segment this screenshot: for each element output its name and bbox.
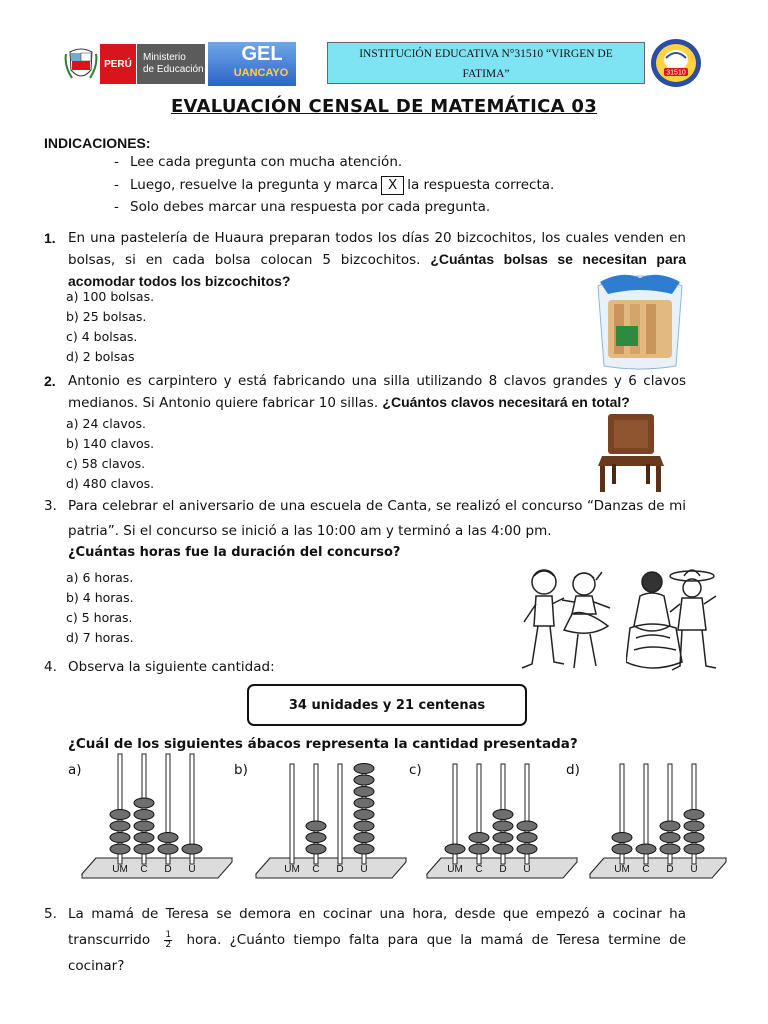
gel-line1: GEL: [241, 43, 283, 65]
abacus-a-bead-UM: [110, 844, 130, 854]
abacus-d-bead-UM: [612, 844, 632, 854]
q3-option-b[interactable]: b) 4 horas.: [66, 590, 134, 605]
question-1-text: En una pastelería de Huaura preparan todos los días 20 bizcochitos, los cuales venden en bolsas, si en cada bolsa colocan 5 bizcochitos.: [68, 230, 686, 268]
abacus-d-bead-D: [660, 844, 680, 854]
abacus-b-bead-U: [354, 764, 374, 774]
abacus-a-bead-U: [182, 844, 202, 854]
question-5-text-after: hora. ¿Cuánto tiempo falta para que la mamá de Teresa termine de cocinar?: [68, 932, 687, 974]
q1-option-d[interactable]: d) 2 bolsas: [66, 349, 135, 364]
ministry-line2: de Educación: [143, 64, 204, 75]
abacus-c-bead-U: [517, 821, 537, 831]
abacus-c-rod-label-UM: UM: [447, 864, 463, 875]
abacus-a-label[interactable]: a): [68, 762, 82, 778]
fraction-numerator: 1: [165, 929, 172, 940]
abacus-c-bead-D: [493, 844, 513, 854]
abacus-b-bead-U: [354, 844, 374, 854]
institution-box: [327, 42, 645, 84]
question-2-number: 2.: [44, 373, 56, 389]
q2-option-d[interactable]: d) 480 clavos.: [66, 476, 155, 491]
abacus-c-rod-label-D: D: [499, 864, 507, 875]
q2-option-a[interactable]: a) 24 clavos.: [66, 416, 146, 431]
quantity-box: [247, 684, 527, 726]
peru-coat-of-arms-icon: [64, 44, 98, 84]
ministry-line1: Ministerio: [143, 52, 186, 63]
abacus-d-label[interactable]: d): [566, 762, 580, 778]
question-1-options: [66, 287, 154, 367]
gel-line2: UANCAYO: [233, 67, 289, 79]
question-4-prompt: ¿Cuál de los siguientes ábacos representa la cantidad presentada?: [68, 736, 578, 752]
abacus-a-bead-D: [158, 833, 178, 843]
abacus-d-bead-C: [636, 844, 656, 854]
abacus-d-rod-label-UM: UM: [614, 864, 630, 875]
abacus-d-bead-D: [660, 833, 680, 843]
bread-bag-image: [592, 268, 688, 370]
abacus-b-bead-U: [354, 775, 374, 785]
abacus-a-bead-UM: [110, 810, 130, 820]
abacus-c-bead-D: [493, 810, 513, 820]
abacus-a-bead-C: [134, 844, 154, 854]
peru-label: PERÚ: [104, 58, 132, 70]
abacus-b-rod-label-UM: UM: [284, 864, 300, 875]
abacus-d-rod-label-U: U: [690, 864, 698, 875]
indication-2-before: Luego, resuelve la pregunta y marca: [130, 177, 378, 193]
question-3-number: 3.: [44, 498, 57, 514]
abacus-b-rod-label-D: D: [336, 864, 344, 875]
institution-line1: INSTITUCIÓN EDUCATIVA N°31510 “VIRGEN DE: [359, 48, 613, 60]
indications-heading: INDICACIONES:: [44, 135, 151, 151]
abacus-c-label[interactable]: c): [409, 762, 422, 778]
abacus-c-bead-C: [469, 833, 489, 843]
abacus-b-rod-UM: [290, 764, 294, 864]
question-2-text: Antonio es carpintero y está fabricando una silla utilizando 8 clavos grandes y 6 clavos medianos. Si Antonio quiere fabricar 10 sillas.: [68, 373, 686, 411]
abacus-a-bead-C: [134, 821, 154, 831]
question-1: [44, 228, 686, 293]
abacus-c-bead-U: [517, 844, 537, 854]
abacus-c-bead-UM: [445, 844, 465, 854]
abacus-d-base-side: [590, 858, 726, 878]
abacus-b-bead-U: [354, 798, 374, 808]
seal-text: 31510: [666, 69, 686, 77]
question-3-prompt: ¿Cuántas horas fue la duración del concurso?: [68, 545, 401, 560]
question-1-number: 1.: [44, 230, 56, 246]
q2-option-c[interactable]: c) 58 clavos.: [66, 456, 146, 471]
peru-logo: [100, 44, 136, 84]
q2-option-b[interactable]: b) 140 clavos.: [66, 436, 155, 451]
chair-image: [594, 412, 670, 494]
ministry-logo: [137, 44, 205, 84]
abacus-a-rod-label-C: C: [140, 864, 148, 875]
q1-option-c[interactable]: c) 4 bolsas.: [66, 329, 138, 344]
abacus-a-bead-D: [158, 844, 178, 854]
q3-option-d[interactable]: d) 7 horas.: [66, 630, 134, 645]
question-3-options: [66, 568, 134, 648]
page-title-text: EVALUACIÓN CENSAL DE MATEMÁTICA 03: [170, 96, 598, 117]
indication-1: - Lee cada pregunta con mucha atención.: [114, 154, 403, 170]
question-5: [44, 901, 686, 979]
abacus-d-rod-label-C: C: [642, 864, 650, 875]
abacus-c-bead-D: [493, 833, 513, 843]
abacus-b-base-side: [256, 858, 406, 878]
question-5-number: 5.: [44, 906, 57, 922]
institution-line2: FATIMA”: [462, 68, 510, 80]
abacus-a-bead-C: [134, 810, 154, 820]
abacus-b-rod-D: [338, 764, 342, 864]
abacus-b-bead-U: [354, 833, 374, 843]
abacus-c-bead-U: [517, 833, 537, 843]
abacus-b-bead-U: [354, 787, 374, 797]
abacus-b-bead-C: [306, 833, 326, 843]
question-3-text: Para celebrar el aniversario de una escuela de Canta, se realizó el concurso “Danzas de mi patria”. Si el concurso se inició a las 10:00 am y terminó a las 4:00 pm.: [68, 498, 686, 539]
abacus-c-bead-D: [493, 821, 513, 831]
indication-2: - Luego, resuelve la pregunta y marca X la respuesta correcta.: [114, 177, 555, 193]
fraction-denominator: 2: [165, 939, 172, 950]
indication-3-text: Solo debes marcar una respuesta por cada pregunta.: [130, 199, 491, 215]
abacus-a-bead-UM: [110, 833, 130, 843]
page-title: [0, 96, 768, 117]
abacus-d-bead-U: [684, 810, 704, 820]
q1-option-b[interactable]: b) 25 bolsas.: [66, 309, 147, 324]
abacus-a-rod-label-D: D: [164, 864, 172, 875]
question-4-number: 4.: [44, 659, 57, 675]
abacus-d-bead-U: [684, 844, 704, 854]
abacus-options: [0, 748, 768, 898]
mark-box: X: [381, 176, 404, 195]
question-3: [44, 494, 686, 544]
abacus-b-label[interactable]: b): [234, 762, 248, 778]
abacus-b-bead-U: [354, 821, 374, 831]
abacus-d-bead-U: [684, 833, 704, 843]
abacus-b-bead-U: [354, 810, 374, 820]
abacus-d-bead-U: [684, 821, 704, 831]
abacus-a-bead-UM: [110, 821, 130, 831]
abacus-c-rod-label-U: U: [523, 864, 531, 875]
abacus-d-rod-label-D: D: [666, 864, 674, 875]
abacus-d-bead-UM: [612, 833, 632, 843]
abacus-a-base-side: [82, 858, 232, 878]
gel-logo: [208, 42, 296, 86]
school-seal-icon: [650, 38, 702, 88]
abacus-b-bead-C: [306, 844, 326, 854]
q3-option-c[interactable]: c) 5 horas.: [66, 610, 133, 625]
abacus-a-rod-label-UM: UM: [112, 864, 128, 875]
abacus-b-rod-label-C: C: [312, 864, 320, 875]
quantity-text: 34 unidades y 21 centenas: [288, 697, 486, 713]
q3-option-a[interactable]: a) 6 horas.: [66, 570, 134, 585]
question-2-prompt: ¿Cuántos clavos necesitará en total?: [382, 394, 630, 410]
question-2: [44, 371, 686, 414]
abacus-d-bead-D: [660, 821, 680, 831]
q1-option-a[interactable]: a) 100 bolsas.: [66, 289, 155, 304]
abacus-a-rod-label-U: U: [188, 864, 196, 875]
abacus-a-bead-C: [134, 833, 154, 843]
question-4-text: Observa la siguiente cantidad:: [68, 659, 275, 675]
question-2-options: [66, 414, 154, 494]
abacus-b-bead-C: [306, 821, 326, 831]
indication-2-after: la respuesta correcta.: [407, 177, 555, 193]
question-4: [44, 657, 686, 678]
indication-3: - Solo debes marcar una respuesta por cada pregunta.: [114, 199, 491, 215]
abacus-c-bead-C: [469, 844, 489, 854]
indication-1-text: Lee cada pregunta con mucha atención.: [130, 154, 403, 170]
abacus-c-rod-label-C: C: [475, 864, 483, 875]
question-1-prompt: ¿Cuántas bolsas se necesitan para acomodar todos los bizcochitos?: [68, 251, 686, 289]
question-5-text-before: La mamá de Teresa se demora en cocinar una hora, desde que empezó a cocinar ha transcurrido: [68, 906, 686, 948]
fraction-half: [164, 931, 172, 950]
abacus-b-rod-label-U: U: [360, 864, 368, 875]
abacus-a-bead-C: [134, 798, 154, 808]
